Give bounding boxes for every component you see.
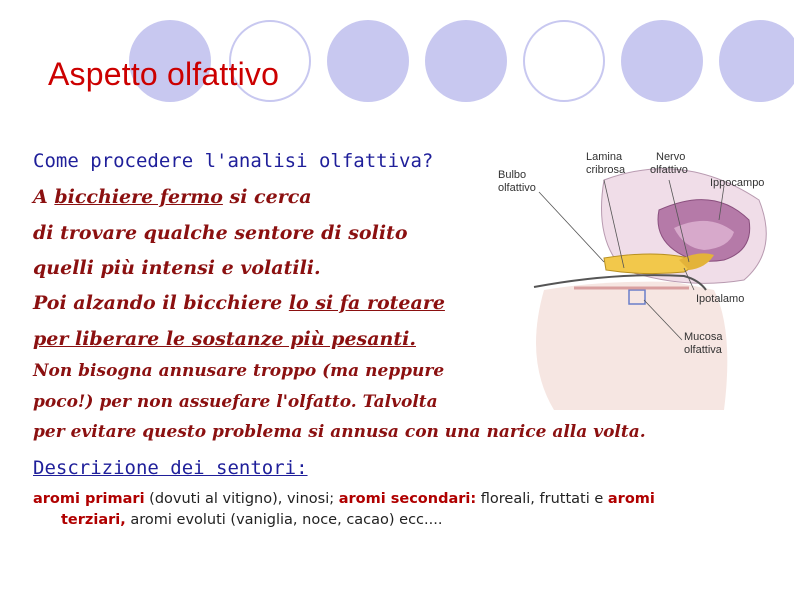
- line4-prefix: Poi alzando il bicchiere: [33, 292, 289, 314]
- aromi-secondari-text: floreali, fruttati e: [476, 491, 608, 507]
- aromi-primari-label: aromi primari: [33, 491, 145, 507]
- line1-prefix: A: [33, 186, 55, 208]
- label-nervo-2: olfattivo: [650, 164, 688, 176]
- description-heading: Descrizione dei sentori:: [33, 457, 308, 479]
- decor-circle-7: [719, 20, 794, 102]
- aromi-secondari-label: aromi secondari:: [338, 491, 477, 507]
- aromi-paragraph: [33, 489, 753, 531]
- label-bulbo-2: olfattivo: [498, 182, 536, 194]
- label-mucosa-2: olfattiva: [684, 344, 722, 356]
- body-line-3: quelli più intensi e volatili.: [33, 257, 321, 279]
- body-line-2: di trovare qualche sentore di solito: [33, 222, 408, 244]
- body-line-5: per liberare le sostanze più pesanti.: [33, 328, 416, 350]
- label-lamina-2: cribrosa: [586, 164, 626, 176]
- body-line-8: per evitare questo problema si annusa con una narice alla volta.: [33, 422, 646, 442]
- decor-circle-6: [621, 20, 703, 102]
- aromi-primari-text: (dovuti al vitigno), vinosi;: [144, 491, 339, 507]
- olfactory-bulb-shape: [604, 254, 691, 274]
- aromi-terziari-label-b: terziari,: [61, 512, 126, 528]
- line1-suffix: si cerca: [222, 186, 312, 208]
- aromi-terziari-text: aromi evoluti (vaniglia, noce, cacao) ecc....: [125, 512, 443, 528]
- olfactory-anatomy-diagram: [484, 140, 784, 410]
- label-ippocampo: Ippocampo: [710, 177, 765, 189]
- label-nervo-1: Nervo: [656, 151, 686, 163]
- body-line-6: Non bisogna annusare troppo (ma neppure: [33, 361, 445, 381]
- line1-underlined: bicchiere fermo: [54, 186, 223, 208]
- label-lamina-1: Lamina: [586, 151, 623, 163]
- body-line-4: [33, 292, 445, 314]
- label-bulbo-1: Bulbo: [498, 169, 527, 181]
- body-line-7: poco!) per non assuefare l'olfatto. Talvolta: [33, 392, 438, 412]
- question-heading: Come procedere l'analisi olfattiva?: [33, 150, 434, 172]
- decor-circle-5: [523, 20, 605, 102]
- label-mucosa-1: Mucosa: [684, 331, 723, 343]
- decor-circle-4: [425, 20, 507, 102]
- aromi-line-1: [33, 489, 753, 510]
- decor-circle-3: [327, 20, 409, 102]
- body-line-1: [33, 186, 312, 208]
- aromi-terziari-label-a: aromi: [607, 491, 655, 507]
- label-ipotalamo: Ipotalamo: [696, 293, 745, 305]
- aromi-line-2: [33, 510, 753, 531]
- slide-title: Aspetto olfattivo: [48, 56, 280, 92]
- line4-underlined: lo si fa roteare: [288, 292, 445, 314]
